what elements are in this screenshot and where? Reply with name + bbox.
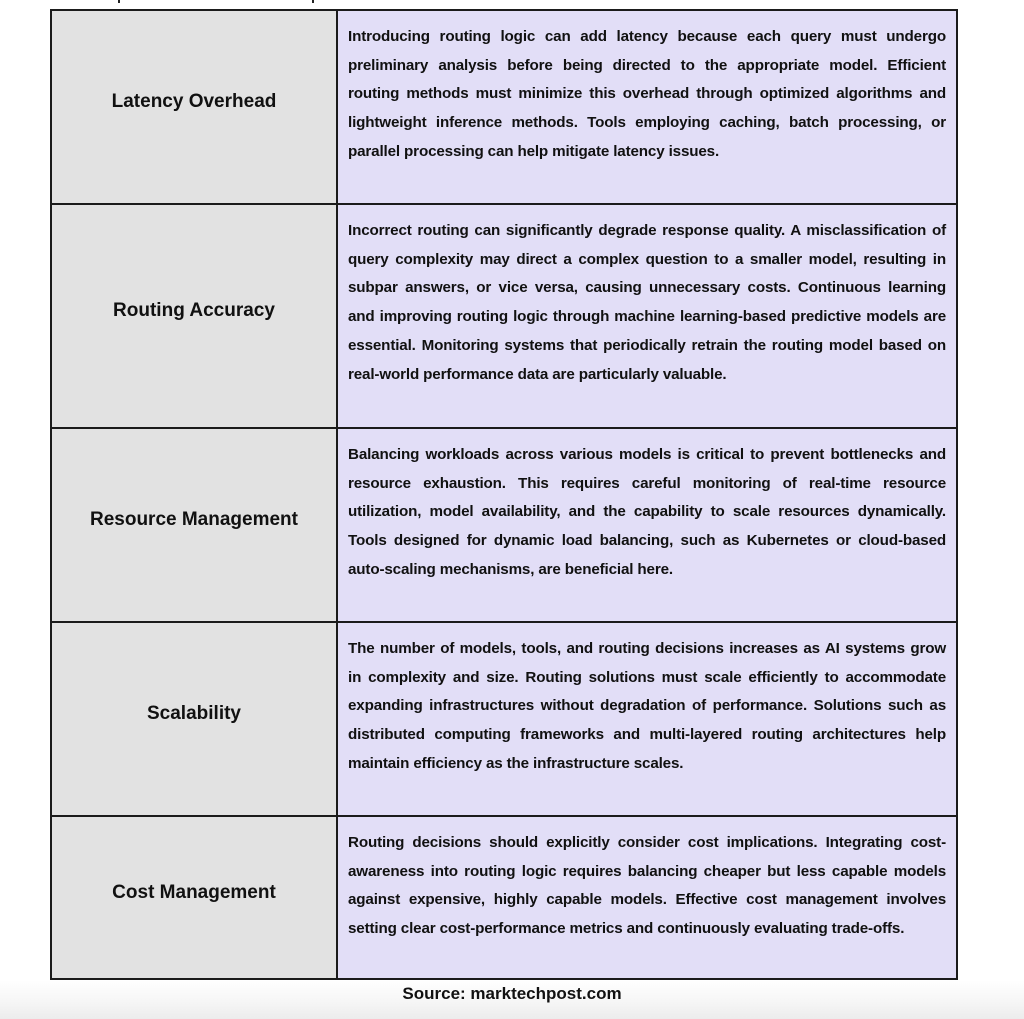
clipped-glyph-fragment [312,0,314,3]
row-label: Resource Management [89,509,298,530]
row-description-cell [338,205,956,427]
row-label-cell [52,817,338,978]
row-label-cell [52,11,338,203]
row-label-cell [52,623,338,815]
row-label-cell [52,429,338,621]
row-description: Incorrect routing can significantly degrade response quality. A misclassification of query complexity may direct a complex question to a smaller model, resulting in subpar answers, or vice versa, causing unnecessary costs. Continuous learning and improving routing logic through machine learning-based predictive models are essential. Monitoring systems that periodically retrain the routing model based on real-world performance data are particularly valuable. [348,222,946,383]
table-row [52,623,956,817]
row-description: The number of models, tools, and routing decisions increases as AI systems grow in complexity and size. Routing solutions must scale efficiently to accommodate expanding infrastructures without degradation of performance. Solutions such as distributed computing frameworks and multi-layered routing architectures help maintain efficiency as the infrastructure scales. [348,640,946,772]
row-label: Cost Management [112,881,276,903]
row-description: Routing decisions should explicitly consider cost implications. Integrating cost-awareness into routing logic requires balancing cheaper but less capable models against expensive, highly capable models. Effective cost management involves setting clear cost-performance metrics and continuously evaluating trade-offs. [348,834,946,938]
table-row [52,11,956,205]
clipped-glyph-fragment [118,0,120,3]
row-label-cell [52,205,338,427]
row-label: Scalability [147,703,241,724]
row-description-cell [338,429,956,621]
source-footer [0,980,1024,1019]
row-description-cell [338,623,956,815]
row-description-cell [338,817,956,978]
table-row [52,205,956,429]
clipped-heading-fragment [0,0,1024,9]
row-description: Balancing workloads across various models is critical to prevent bottlenecks and resource exhaustion. This requires careful monitoring of real-time resource utilization, model availability, and the capability to scale resources dynamically. Tools designed for dynamic load balancing, such as Kubernetes or cloud-based auto-scaling mechanisms, are beneficial here. [348,446,946,578]
row-label: Latency Overhead [111,91,277,112]
source-caption: Source: marktechpost.com [402,984,622,1003]
table-row [52,817,956,978]
table-row [52,429,956,623]
row-description-cell [338,11,956,203]
row-description: Introducing routing logic can add latency because each query must undergo preliminary analysis before being directed to the appropriate model. Efficient routing methods must minimize this overhead through optimized algorithms and lightweight inference methods. Tools employing caching, batch processing, or parallel processing can help mitigate latency issues. [348,28,946,160]
challenges-table [50,9,958,980]
row-label: Routing Accuracy [113,300,275,321]
